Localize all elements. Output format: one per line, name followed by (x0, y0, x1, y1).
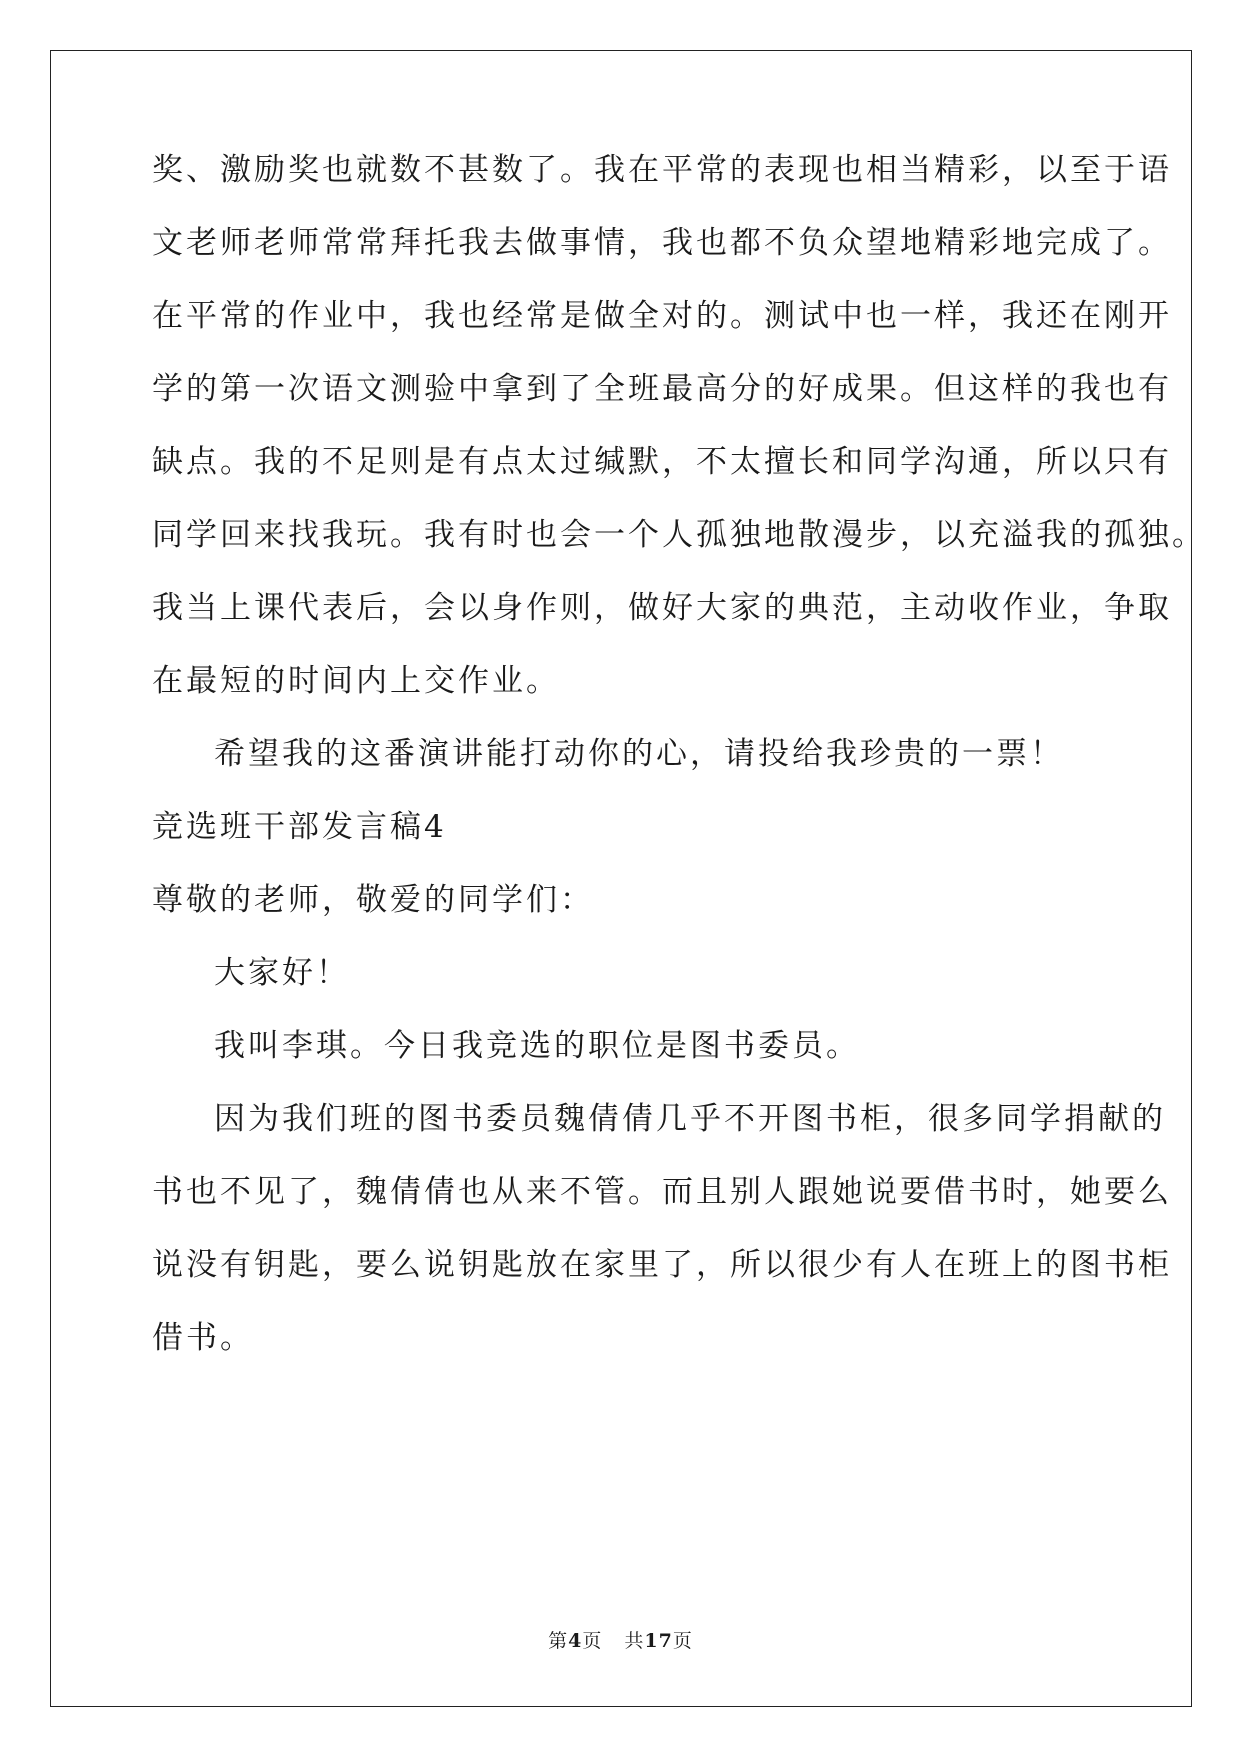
page-total: 17 (644, 1630, 673, 1652)
paragraph-line: 缺点。我的不足则是有点太过缄默，不太擅长和同学沟通，所以只有 (152, 444, 1172, 480)
paragraph-line: 借书。 (152, 1320, 254, 1356)
paragraph-line: 说没有钥匙，要么说钥匙放在家里了，所以很少有人在班上的图书柜 (152, 1247, 1172, 1283)
page-suffix: 页 (582, 1630, 603, 1652)
total-suffix: 页 (672, 1630, 693, 1652)
page-number: 4 (568, 1630, 583, 1652)
section-heading: 竞选班干部发言稿4 (152, 809, 447, 845)
paragraph-line: 同学回来找我玩。我有时也会一个人孤独地散漫步，以充溢我的孤独。 (152, 517, 1206, 553)
greeting: 大家好！ (214, 955, 350, 991)
paragraph-line: 在最短的时间内上交作业。 (152, 663, 560, 699)
paragraph-line: 书也不见了，魏倩倩也从来不管。而且别人跟她说要借书时，她要么 (152, 1174, 1172, 1210)
page-footer (0, 1629, 1241, 1653)
paragraph-line: 我叫李琪。今日我竞选的职位是图书委员。 (214, 1028, 860, 1064)
paragraph-line: 因为我们班的图书委员魏倩倩几乎不开图书柜，很多同学捐献的 (214, 1101, 1166, 1137)
paragraph-line: 文老师老师常常拜托我去做事情，我也都不负众望地精彩地完成了。 (152, 225, 1172, 261)
paragraph-line: 奖、激励奖也就数不甚数了。我在平常的表现也相当精彩，以至于语 (152, 152, 1172, 188)
paragraph-line: 希望我的这番演讲能打动你的心，请投给我珍贵的一票！ (214, 736, 1064, 772)
salutation: 尊敬的老师，敬爱的同学们： (152, 882, 594, 918)
paragraph-line: 学的第一次语文测验中拿到了全班最高分的好成果。但这样的我也有 (152, 371, 1172, 407)
paragraph-line: 我当上课代表后，会以身作则，做好大家的典范，主动收作业，争取 (152, 590, 1172, 626)
paragraph-line: 在平常的作业中，我也经常是做全对的。测试中也一样，我还在刚开 (152, 298, 1172, 334)
page-prefix: 第 (548, 1630, 569, 1652)
total-prefix: 共 (624, 1630, 645, 1652)
